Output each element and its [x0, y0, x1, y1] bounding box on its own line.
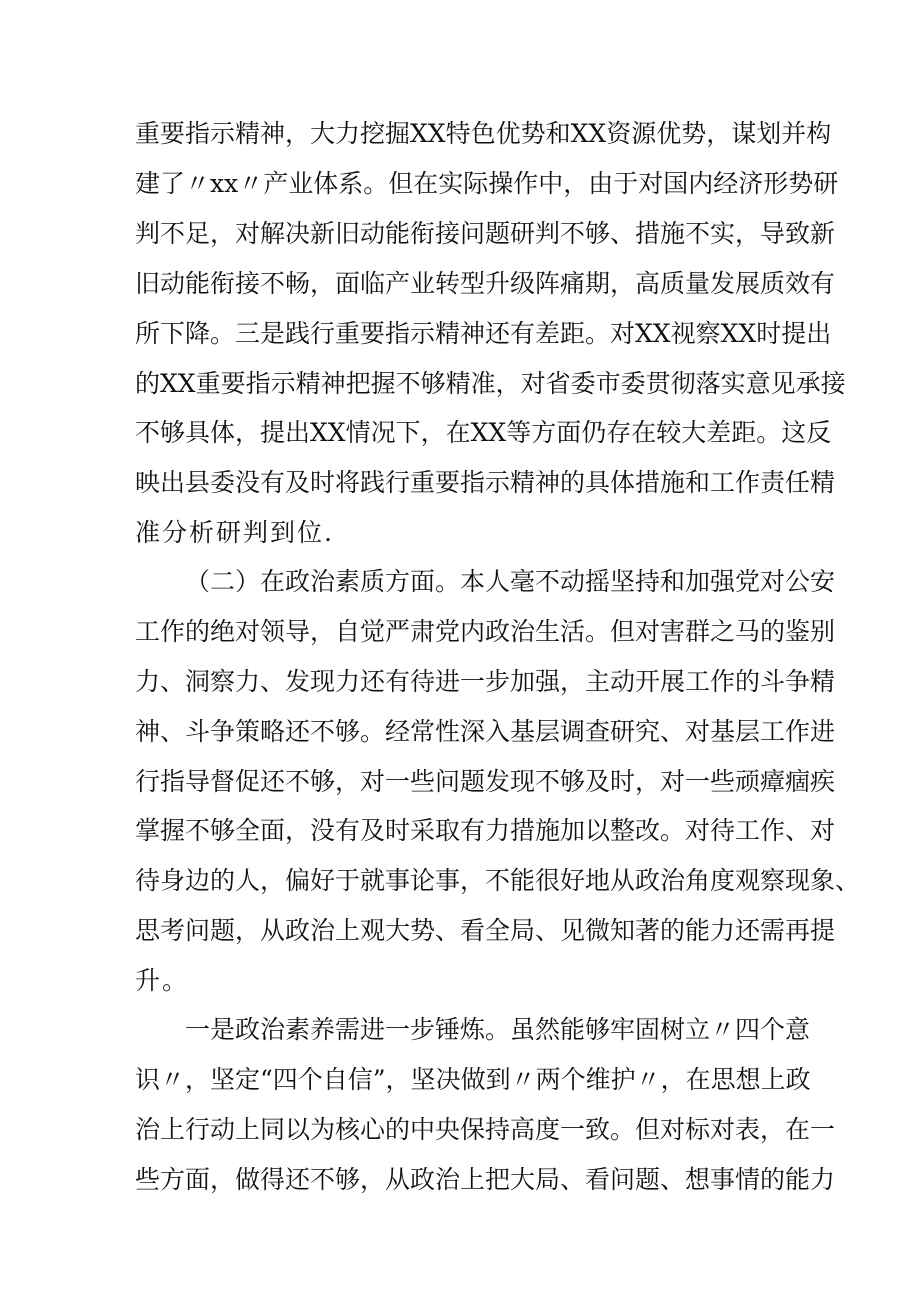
text-line: 重要指示精神，大力挖掘XX特色优势和XX资源优势，谋划并构: [135, 119, 832, 148]
text-line: 所下降。三是践行重要指示精神还有差距。对XX视察XX时提出: [135, 319, 832, 348]
text-line: 力、洞察力、发现力还有待进一步加强，主动开展工作的斗争精: [135, 667, 836, 696]
text-line: 待身边的人，偏好于就事论事，不能很好地从政治角度观察现象、: [135, 866, 861, 895]
text-line: 思考问题，从政治上观大势、看全局、见微知著的能力还需再提: [135, 916, 836, 945]
text-line: 行指导督促还不够，对一些问题发现不够及时，对一些顽瘴痼疾: [135, 767, 836, 796]
text-line: 治上行动上同以为核心的中央保持高度一致。但对标对表，在一: [135, 1115, 836, 1144]
text-line: 映出县委没有及时将践行重要指示精神的具体措施和工作责任精: [135, 468, 836, 497]
text-line: 不够具体，提出XX情况下，在XX等方面仍存在较大差距。这反: [135, 418, 832, 447]
text-line: 的XX重要指示精神把握不够精准，对省委市委贯彻落实意见承接: [135, 369, 846, 398]
paragraph-heading-line: （二）在政治素质方面。本人毫不动摇坚持和加强党对公安: [185, 567, 836, 596]
text-line: 掌握不够全面，没有及时采取有力措施加以整改。对待工作、对: [135, 816, 836, 845]
text-line: 准分析研判到位.: [135, 518, 334, 547]
text-line: 些方面，做得还不够，从政治上把大局、看问题、想事情的能力: [135, 1165, 836, 1194]
text-line: 判不足，对解决新旧动能衔接问题研判不够、措施不实，导致新: [135, 219, 836, 248]
text-line: 建了〃xx〃产业体系。但在实际操作中，由于对国内经济形势研: [135, 169, 839, 198]
text-line: 神、斗争策略还不够。经常性深入基层调查研究、对基层工作进: [135, 717, 836, 746]
text-line: 旧动能衔接不畅，面临产业转型升级阵痛期，高质量发展质效有: [135, 269, 836, 298]
text-line: 升。: [135, 966, 190, 995]
text-line: 识〃，坚定“四个自信”，坚决做到〃两个维护〃，在思想上政: [135, 1065, 811, 1094]
text-line: 工作的绝对领导，自觉严肃党内政治生活。但对害群之马的鉴别: [135, 617, 836, 646]
paragraph-start-line: 一是政治素养需进一步锤炼。虽然能够牢固树立〃四个意: [185, 1015, 811, 1044]
